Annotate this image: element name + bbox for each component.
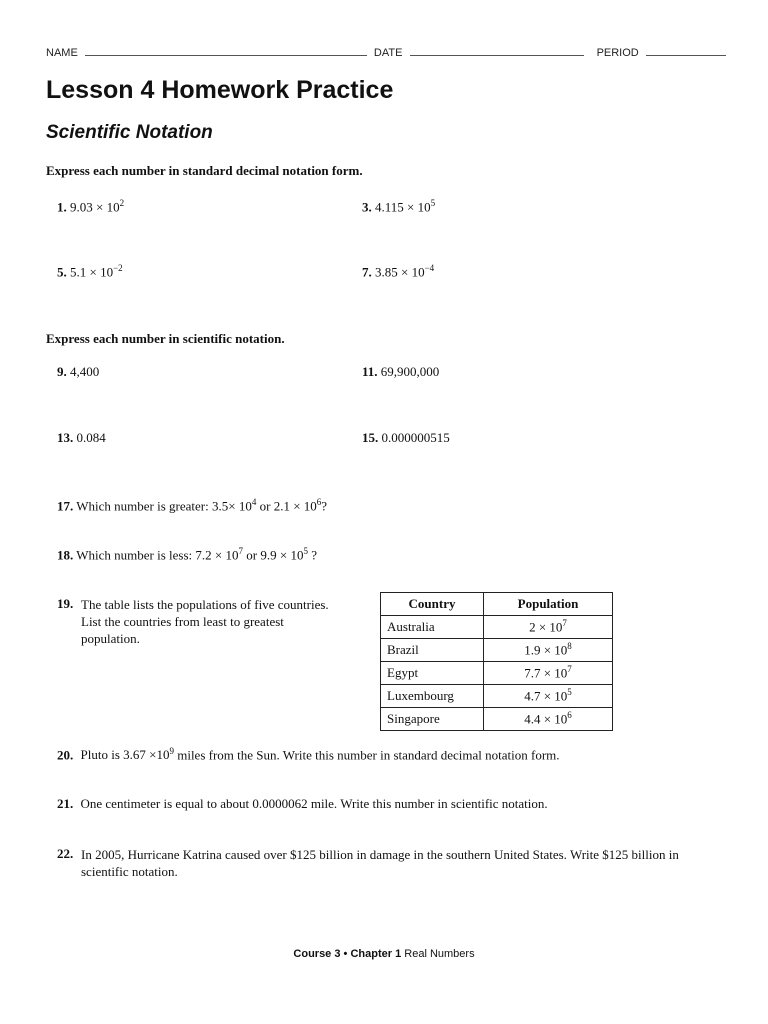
period-blank — [646, 46, 726, 56]
country-cell: Luxembourg — [381, 685, 484, 708]
problem-1 — [57, 198, 124, 215]
problem-text-line: List the countries from least to greatest — [81, 614, 284, 629]
population-exponent: 6 — [567, 710, 572, 721]
country-cell: Egypt — [381, 662, 484, 685]
problem-text: 0.084 — [76, 430, 106, 445]
problem-number: 15. — [362, 430, 379, 445]
name-blank — [85, 46, 367, 56]
problem-text: 69,900,000 — [380, 364, 440, 379]
population-base: 1.9 × 10 — [524, 642, 568, 658]
question-mark: ? — [321, 498, 328, 514]
table-row — [381, 685, 613, 708]
population-base: 7.7 × 10 — [524, 665, 568, 681]
population-exponent: 8 — [567, 641, 572, 652]
problem-number: 21. — [57, 796, 74, 811]
table-row — [381, 639, 613, 662]
problem-21 — [57, 796, 548, 812]
problem-exponent: 9 — [169, 746, 174, 756]
table-row — [381, 616, 613, 639]
problem-base: 4.115 × 10 — [375, 199, 431, 215]
column-header-population: Population — [484, 593, 613, 616]
problem-exponent: −2 — [113, 263, 123, 273]
value-a-exponent: 4 — [251, 497, 257, 507]
population-cell — [484, 639, 613, 662]
value-a-base: 7.2 × 10 — [195, 547, 239, 563]
population-cell — [484, 616, 613, 639]
problem-17 — [57, 497, 327, 514]
problem-9 — [57, 364, 99, 380]
population-cell — [484, 708, 613, 731]
problem-text: 0.000000515 — [381, 430, 450, 445]
problem-22-number — [57, 846, 73, 862]
problem-text: 4,400 — [70, 364, 100, 379]
problem-number: 5. — [57, 264, 67, 280]
section1-instruction: Express each number in standard decimal notation form. — [46, 163, 363, 178]
problem-18 — [57, 546, 317, 563]
problem-number: 19. — [57, 596, 74, 611]
section2-instruction: Express each number in scientific notation. — [46, 331, 285, 346]
footer-topic: Real Numbers — [404, 948, 475, 960]
value-a-exponent: 7 — [238, 546, 244, 556]
page-subtitle: Scientific Notation — [46, 122, 213, 143]
page-footer — [0, 948, 768, 960]
population-base: 4.7 × 10 — [524, 688, 568, 704]
problem-3 — [362, 198, 435, 215]
table-header-row — [381, 593, 613, 616]
problem-7 — [362, 263, 434, 280]
student-info-header — [46, 46, 722, 59]
problem-text-line: In 2005, Hurricane Katrina caused over $125 billion in damage in the southern United States. Write $125 billion in — [81, 847, 679, 862]
problem-number: 18. — [57, 547, 74, 563]
problem-20 — [57, 746, 560, 763]
conjunction: or — [246, 547, 258, 563]
problem-text-continued: miles from the Sun. Write this number in standard decimal notation form. — [173, 747, 560, 763]
population-base: 4.4 × 10 — [524, 711, 568, 727]
footer-course: Course 3 — [293, 948, 341, 960]
date-label: DATE — [373, 47, 403, 59]
problem-text: Pluto is 3.67 ×10 — [80, 747, 170, 763]
population-cell — [484, 662, 613, 685]
population-exponent: 7 — [567, 664, 572, 675]
problem-exponent: 2 — [119, 198, 125, 208]
problem-exponent: −4 — [424, 263, 435, 273]
name-label: NAME — [46, 47, 78, 59]
problem-number: 7. — [362, 264, 372, 280]
problem-22-text — [81, 846, 679, 880]
population-base: 2 × 10 — [529, 619, 563, 635]
problem-text: Which number is greater: — [76, 498, 209, 514]
footer-bullet: • — [343, 948, 348, 960]
problem-number: 20. — [57, 747, 74, 763]
country-cell: Singapore — [381, 708, 484, 731]
population-exponent: 7 — [562, 618, 567, 629]
table-row — [381, 708, 613, 731]
country-cell: Australia — [381, 616, 484, 639]
conjunction: or — [259, 498, 271, 514]
population-cell — [484, 685, 613, 708]
problem-number: 3. — [362, 199, 372, 215]
table-row — [381, 662, 613, 685]
column-header-country: Country — [381, 593, 484, 616]
problem-19-text — [81, 596, 329, 647]
problem-text-line: The table lists the populations of five countries. — [81, 597, 329, 612]
date-blank — [410, 46, 584, 56]
problem-base: 5.1 × 10 — [70, 264, 114, 280]
problem-number: 13. — [57, 430, 74, 445]
value-a-base: 3.5× 10 — [212, 498, 252, 514]
problem-number: 11. — [362, 364, 378, 379]
problem-text-line: population. — [81, 631, 140, 646]
population-exponent: 5 — [567, 687, 572, 698]
problem-text: One centimeter is equal to about 0.0000062 mile. Write this number in scientific notation. — [80, 796, 548, 811]
problem-exponent: 5 — [430, 198, 436, 208]
footer-chapter: Chapter 1 — [350, 948, 402, 960]
problem-15 — [362, 430, 450, 446]
problem-number: 22. — [57, 846, 74, 861]
problem-11 — [362, 364, 439, 380]
problem-text-line: scientific notation. — [81, 864, 178, 879]
problem-base: 9.03 × 10 — [70, 199, 120, 215]
question-mark: ? — [311, 547, 317, 563]
population-table — [380, 592, 613, 731]
problem-text: Which number is less: — [76, 547, 193, 563]
page-title: Lesson 4 Homework Practice — [46, 76, 394, 104]
problem-number: 17. — [57, 498, 74, 514]
value-b-base: 9.9 × 10 — [260, 547, 304, 563]
value-b-exponent: 6 — [316, 497, 322, 507]
problem-number: 9. — [57, 364, 67, 379]
value-b-base: 2.1 × 10 — [273, 498, 317, 514]
period-label: PERIOD — [596, 47, 639, 59]
problem-13 — [57, 430, 106, 446]
problem-5 — [57, 263, 123, 280]
country-cell: Brazil — [381, 639, 484, 662]
problem-number: 1. — [57, 199, 67, 215]
problem-base: 3.85 × 10 — [375, 264, 425, 280]
problem-19-number — [57, 596, 73, 612]
value-b-exponent: 5 — [303, 546, 308, 556]
